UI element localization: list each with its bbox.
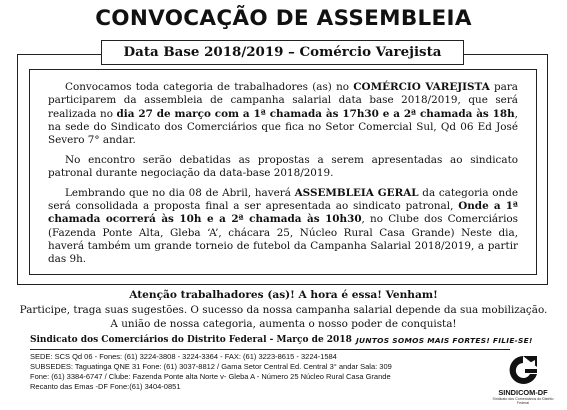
footer-divider	[30, 349, 510, 350]
contact-line-clube: Fone: (61) 3384-6747 / Clube: Fazenda Ponte alta Norte v- Gleba A - Número 25 Núcleo Rural Casa Grande	[30, 372, 391, 381]
contact-line-sede: SEDE: SCS Qd 06 - Fones: (61) 3224-3808 - 3224-3364 - FAX: (61) 3223-8615 - 3224-1584	[30, 352, 337, 361]
paragraph-3	[48, 187, 518, 267]
body-text: , na sede do Sindicato dos Comerciários que fica no Setor Comercial Sul, Qd 06 Ed José Severo 7° andar.	[48, 107, 518, 147]
paragraph-2	[48, 154, 518, 181]
body-text: Convocamos toda categoria de trabalhadores (as) no	[65, 81, 354, 93]
emphasis-text: ASSEMBLEIA GERAL	[294, 186, 419, 199]
paragraph-1	[48, 81, 518, 147]
signature-line: Sindicato dos Comerciários do Distrito Federal - Março de 2018	[30, 335, 352, 345]
body-text: , no Clube dos Comerciários (Fazenda Ponte Alta, Gleba ‘A’, chácara 25, Núcleo Rural Casa Grande) Neste dia, haverá também um grande torneio de futebol da Campanha Salarial 2018/2019, a partir das 9h.	[48, 213, 518, 266]
sindicom-logo-icon	[506, 353, 540, 389]
emphasis-text: dia 27 de março com a 1ª chamada às 17h30 e a 2ª chamada às 18h	[116, 107, 515, 120]
body-text: da categoria onde será consolidada a proposta final a ser apresentada ao sindicato patronal,	[48, 186, 519, 212]
emphasis-text: COMÉRCIO VAREJISTA	[353, 81, 490, 93]
slogan: JUNTOS SOMOS MAIS FORTES! FILIE-SE!	[356, 336, 533, 345]
emphasis-text: Onde a 1ª chamada ocorrerá às 10h e a 2ª chamada às 10h30	[48, 199, 518, 226]
subtitle-box	[101, 40, 464, 65]
body-text: No encontro serão debatidas as propostas a serem apresentadas ao sindicato patronal durante negociação da data-base 2018/2019.	[48, 153, 518, 180]
body-text: para participarem da assembleia de campanha salarial data base 2018/2019, que será realizada no	[48, 81, 519, 120]
body-text: Lembrando que no dia 08 de Abril, haverá	[65, 186, 295, 199]
convocation-body	[48, 81, 518, 266]
attention-line: Atenção trabalhadores (as)! A hora é essa! Venham!	[129, 289, 438, 301]
subtitle: Data Base 2018/2019 – Comércio Varejista	[123, 44, 442, 60]
page-title: CONVOCAÇÃO DE ASSEMBLEIA	[95, 6, 472, 31]
participation-line: Participe, traga suas sugestões. O sucesso da nossa campanha salarial depende da sua mobilização.	[19, 304, 548, 316]
logo-tagline: Sindicato dos Comerciários do Distrito Federal	[492, 397, 554, 405]
logo-name: SINDICOM-DF	[498, 388, 548, 397]
contact-line-recanto: Recanto das Emas -DF Fone:(61) 3404-0851	[30, 382, 181, 391]
contact-line-subsedes: SUBSEDES: Taguatinga QNE 31 Fone: (61) 3037-8812 / Gama Setor Central Ed. Central 3° andar Sala: 309	[30, 362, 392, 371]
union-line: A união de nossa categoria, aumenta o nosso poder de conquista!	[110, 318, 457, 330]
